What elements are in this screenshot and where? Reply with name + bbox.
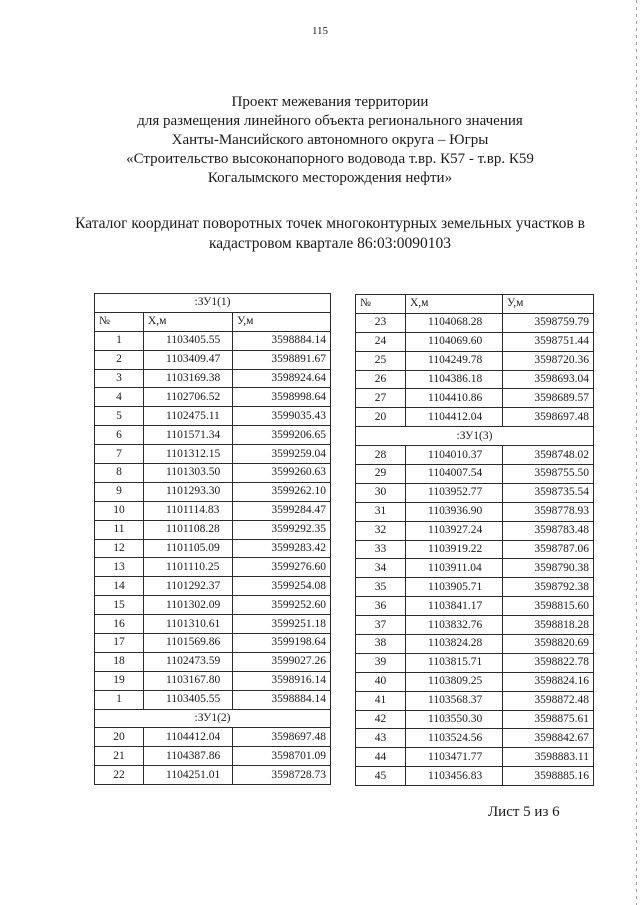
x-coordinate-cell: 1103824.28: [406, 635, 503, 654]
y-coordinate-cell: 3598875.61: [503, 710, 594, 729]
x-coordinate-cell: 1103919.22: [406, 540, 503, 559]
table-row: [95, 690, 331, 709]
x-coordinate-cell: 1101302.09: [144, 596, 233, 615]
x-coordinate-cell: 1104068.28: [406, 313, 503, 332]
table-row: [356, 351, 594, 370]
point-number-cell: 20: [356, 408, 406, 427]
x-coordinate-cell: 1104251.01: [144, 766, 233, 785]
point-number-cell: 1: [95, 690, 144, 709]
point-number-cell: 29: [356, 465, 406, 484]
x-coordinate-cell: 1104387.86: [144, 747, 233, 766]
point-number-cell: 35: [356, 578, 406, 597]
point-number-cell: 3: [95, 369, 144, 388]
table-row: [356, 578, 594, 597]
table-row: [356, 313, 594, 332]
y-coordinate-cell: 3598693.04: [503, 370, 594, 389]
table-row: [356, 502, 594, 521]
x-coordinate-cell: 1103405.55: [144, 331, 233, 350]
table-row: [356, 653, 594, 672]
y-coordinate-cell: 3598820.69: [503, 635, 594, 654]
table-row: [356, 521, 594, 540]
catalog-title-line-2: кадастровом квартале 86:03:0090103: [208, 235, 452, 252]
section-label: :ЗУ1(3): [356, 427, 594, 446]
table-row: [95, 388, 331, 407]
y-coordinate-cell: 3599251.18: [233, 615, 331, 634]
point-number-cell: 16: [95, 615, 144, 634]
y-coordinate-cell: 3598778.93: [503, 502, 594, 521]
number-header: №: [356, 295, 406, 314]
point-number-cell: 2: [95, 350, 144, 369]
table-row: [356, 540, 594, 559]
y-coordinate-cell: 3599252.60: [233, 596, 331, 615]
catalog-title: [20, 214, 640, 254]
point-number-cell: 11: [95, 520, 144, 539]
y-coordinate-cell: 3598790.38: [503, 559, 594, 578]
table-row: [95, 747, 331, 766]
x-coordinate-cell: 1101310.61: [144, 615, 233, 634]
x-coordinate-cell: 1101105.09: [144, 539, 233, 558]
section-row: [95, 294, 331, 313]
section-label: :ЗУ1(1): [95, 294, 331, 313]
y-coordinate-cell: 3598891.67: [233, 350, 331, 369]
x-coordinate-cell: 1104410.86: [406, 389, 503, 408]
table-row: [95, 331, 331, 350]
point-number-cell: 5: [95, 407, 144, 426]
sheet-label: Лист 5 из 6: [488, 804, 560, 820]
point-number-cell: 20: [95, 728, 144, 747]
x-coordinate-cell: 1103471.77: [406, 748, 503, 767]
y-coordinate-cell: 3599284.47: [233, 501, 331, 520]
table-row: [95, 558, 331, 577]
y-coordinate-cell: 3599259.04: [233, 445, 331, 464]
table-row: [95, 634, 331, 653]
point-number-cell: 30: [356, 483, 406, 502]
x-coordinate-cell: 1102706.52: [144, 388, 233, 407]
table-row: [95, 350, 331, 369]
table-row: [356, 483, 594, 502]
y-coordinate-cell: 3598884.14: [233, 331, 331, 350]
y-header: У,м: [503, 295, 594, 314]
x-coordinate-cell: 1104412.04: [144, 728, 233, 747]
y-header: У,м: [233, 312, 331, 331]
table-row: [95, 671, 331, 690]
point-number-cell: 8: [95, 464, 144, 483]
header-row: [95, 312, 331, 331]
section-row: [356, 427, 594, 446]
x-coordinate-cell: 1102475.11: [144, 407, 233, 426]
point-number-cell: 9: [95, 482, 144, 501]
table-row: [356, 672, 594, 691]
page-edge-line: [636, 0, 637, 905]
document-title: [30, 93, 630, 188]
x-coordinate-cell: 1104386.18: [406, 370, 503, 389]
coordinates-table-left: [94, 293, 331, 785]
x-coordinate-cell: 1101108.28: [144, 520, 233, 539]
title-line-5: Когалымского месторождения нефти»: [207, 170, 453, 186]
y-coordinate-cell: 3598751.44: [503, 332, 594, 351]
point-number-cell: 43: [356, 729, 406, 748]
x-coordinate-cell: 1103936.90: [406, 502, 503, 521]
y-coordinate-cell: 3599283.42: [233, 539, 331, 558]
x-coordinate-cell: 1103911.04: [406, 559, 503, 578]
point-number-cell: 40: [356, 672, 406, 691]
point-number-cell: 4: [95, 388, 144, 407]
x-coordinate-cell: 1101114.83: [144, 501, 233, 520]
x-coordinate-cell: 1101312.15: [144, 445, 233, 464]
table-row: [95, 766, 331, 785]
y-coordinate-cell: 3598818.28: [503, 616, 594, 635]
point-number-cell: 19: [95, 671, 144, 690]
table-row: [356, 332, 594, 351]
y-coordinate-cell: 3599276.60: [233, 558, 331, 577]
table-row: [95, 539, 331, 558]
x-coordinate-cell: 1101569.86: [144, 634, 233, 653]
point-number-cell: 28: [356, 446, 406, 465]
point-number-cell: 32: [356, 521, 406, 540]
y-coordinate-cell: 3598689.57: [503, 389, 594, 408]
x-coordinate-cell: 1104249.78: [406, 351, 503, 370]
y-coordinate-cell: 3598824.16: [503, 672, 594, 691]
x-coordinate-cell: 1104069.60: [406, 332, 503, 351]
x-coordinate-cell: 1103815.71: [406, 653, 503, 672]
y-coordinate-cell: 3599260.63: [233, 464, 331, 483]
point-number-cell: 45: [356, 767, 406, 786]
point-number-cell: 42: [356, 710, 406, 729]
x-coordinate-cell: 1103809.25: [406, 672, 503, 691]
table-row: [356, 446, 594, 465]
table-row: [95, 728, 331, 747]
x-coordinate-cell: 1103952.77: [406, 483, 503, 502]
table-row: [356, 465, 594, 484]
y-coordinate-cell: 3599254.08: [233, 577, 331, 596]
table-row: [356, 635, 594, 654]
section-row: [95, 709, 331, 728]
point-number-cell: 21: [95, 747, 144, 766]
y-coordinate-cell: 3598815.60: [503, 597, 594, 616]
title-line-4: «Строительство высоконапорного водовода т.вр. К57 - т.вр. К59: [126, 151, 534, 167]
point-number-cell: 23: [356, 313, 406, 332]
y-coordinate-cell: 3598872.48: [503, 691, 594, 710]
table-row: [356, 559, 594, 578]
x-coordinate-cell: 1103832.76: [406, 616, 503, 635]
point-number-cell: 6: [95, 426, 144, 445]
header-row: [356, 295, 594, 314]
table-row: [356, 389, 594, 408]
point-number-cell: 44: [356, 748, 406, 767]
table-row: [356, 616, 594, 635]
point-number-cell: 25: [356, 351, 406, 370]
point-number-cell: 22: [95, 766, 144, 785]
y-coordinate-cell: 3598787.06: [503, 540, 594, 559]
x-header: X,м: [406, 295, 503, 314]
y-coordinate-cell: 3599292.35: [233, 520, 331, 539]
point-number-cell: 7: [95, 445, 144, 464]
point-number-cell: 34: [356, 559, 406, 578]
y-coordinate-cell: 3598885.16: [503, 767, 594, 786]
page-number: 115: [311, 25, 329, 37]
table-row: [356, 748, 594, 767]
y-coordinate-cell: 3599035.43: [233, 407, 331, 426]
point-number-cell: 1: [95, 331, 144, 350]
y-coordinate-cell: 3598697.48: [503, 408, 594, 427]
x-coordinate-cell: 1101571.34: [144, 426, 233, 445]
x-coordinate-cell: 1104007.54: [406, 465, 503, 484]
table-row: [95, 615, 331, 634]
x-coordinate-cell: 1103905.71: [406, 578, 503, 597]
y-coordinate-cell: 3599206.65: [233, 426, 331, 445]
point-number-cell: 24: [356, 332, 406, 351]
y-coordinate-cell: 3598701.09: [233, 747, 331, 766]
y-coordinate-cell: 3598728.73: [233, 766, 331, 785]
x-coordinate-cell: 1102473.59: [144, 652, 233, 671]
y-coordinate-cell: 3598783.48: [503, 521, 594, 540]
point-number-cell: 36: [356, 597, 406, 616]
table-row: [95, 426, 331, 445]
y-coordinate-cell: 3598792.38: [503, 578, 594, 597]
y-coordinate-cell: 3599198.64: [233, 634, 331, 653]
y-coordinate-cell: 3598916.14: [233, 671, 331, 690]
table-row: [95, 482, 331, 501]
point-number-cell: 33: [356, 540, 406, 559]
table-row: [356, 691, 594, 710]
x-coordinate-cell: 1103927.24: [406, 521, 503, 540]
y-coordinate-cell: 3598755.50: [503, 465, 594, 484]
x-coordinate-cell: 1103405.55: [144, 690, 233, 709]
x-coordinate-cell: 1101292.37: [144, 577, 233, 596]
x-coordinate-cell: 1104412.04: [406, 408, 503, 427]
table-row: [95, 577, 331, 596]
table-row: [356, 767, 594, 786]
title-line-3: Ханты-Мансийского автономного округа – Югры: [171, 132, 489, 148]
table-row: [95, 652, 331, 671]
coordinates-table-right: [355, 294, 594, 786]
number-header: №: [95, 312, 144, 331]
x-coordinate-cell: 1104010.37: [406, 446, 503, 465]
table-row: [95, 520, 331, 539]
section-label: :ЗУ1(2): [95, 709, 331, 728]
y-coordinate-cell: 3598748.02: [503, 446, 594, 465]
y-coordinate-cell: 3599262.10: [233, 482, 331, 501]
x-coordinate-cell: 1101110.25: [144, 558, 233, 577]
x-coordinate-cell: 1101303.50: [144, 464, 233, 483]
point-number-cell: 41: [356, 691, 406, 710]
x-coordinate-cell: 1101293.30: [144, 482, 233, 501]
point-number-cell: 17: [95, 634, 144, 653]
table-row: [95, 464, 331, 483]
x-coordinate-cell: 1103568.37: [406, 691, 503, 710]
title-line-1: Проект межевания территории: [231, 94, 429, 110]
x-coordinate-cell: 1103841.17: [406, 597, 503, 616]
point-number-cell: 31: [356, 502, 406, 521]
y-coordinate-cell: 3598759.79: [503, 313, 594, 332]
point-number-cell: 10: [95, 501, 144, 520]
x-coordinate-cell: 1103169.38: [144, 369, 233, 388]
y-coordinate-cell: 3598998.64: [233, 388, 331, 407]
y-coordinate-cell: 3598720.36: [503, 351, 594, 370]
table-row: [356, 710, 594, 729]
y-coordinate-cell: 3598697.48: [233, 728, 331, 747]
y-coordinate-cell: 3599027.26: [233, 652, 331, 671]
point-number-cell: 13: [95, 558, 144, 577]
title-line-2: для размещения линейного объекта регионального значения: [137, 113, 523, 129]
y-coordinate-cell: 3598842.67: [503, 729, 594, 748]
catalog-title-line-1: Каталог координат поворотных точек многоконтурных земельных участков в: [75, 215, 585, 232]
point-number-cell: 39: [356, 653, 406, 672]
x-coordinate-cell: 1103409.47: [144, 350, 233, 369]
y-coordinate-cell: 3598735.54: [503, 483, 594, 502]
point-number-cell: 26: [356, 370, 406, 389]
x-coordinate-cell: 1103524.56: [406, 729, 503, 748]
table-row: [356, 370, 594, 389]
point-number-cell: 15: [95, 596, 144, 615]
x-coordinate-cell: 1103456.83: [406, 767, 503, 786]
table-row: [95, 445, 331, 464]
x-coordinate-cell: 1103167.80: [144, 671, 233, 690]
table-row: [356, 597, 594, 616]
table-row: [95, 407, 331, 426]
table-row: [356, 408, 594, 427]
point-number-cell: 37: [356, 616, 406, 635]
y-coordinate-cell: 3598822.78: [503, 653, 594, 672]
table-row: [356, 729, 594, 748]
y-coordinate-cell: 3598884.14: [233, 690, 331, 709]
table-row: [95, 501, 331, 520]
point-number-cell: 14: [95, 577, 144, 596]
point-number-cell: 38: [356, 635, 406, 654]
table-row: [95, 369, 331, 388]
y-coordinate-cell: 3598883.11: [503, 748, 594, 767]
x-header: X,м: [144, 312, 233, 331]
table-row: [95, 596, 331, 615]
point-number-cell: 27: [356, 389, 406, 408]
point-number-cell: 12: [95, 539, 144, 558]
x-coordinate-cell: 1103550.30: [406, 710, 503, 729]
y-coordinate-cell: 3598924.64: [233, 369, 331, 388]
point-number-cell: 18: [95, 652, 144, 671]
